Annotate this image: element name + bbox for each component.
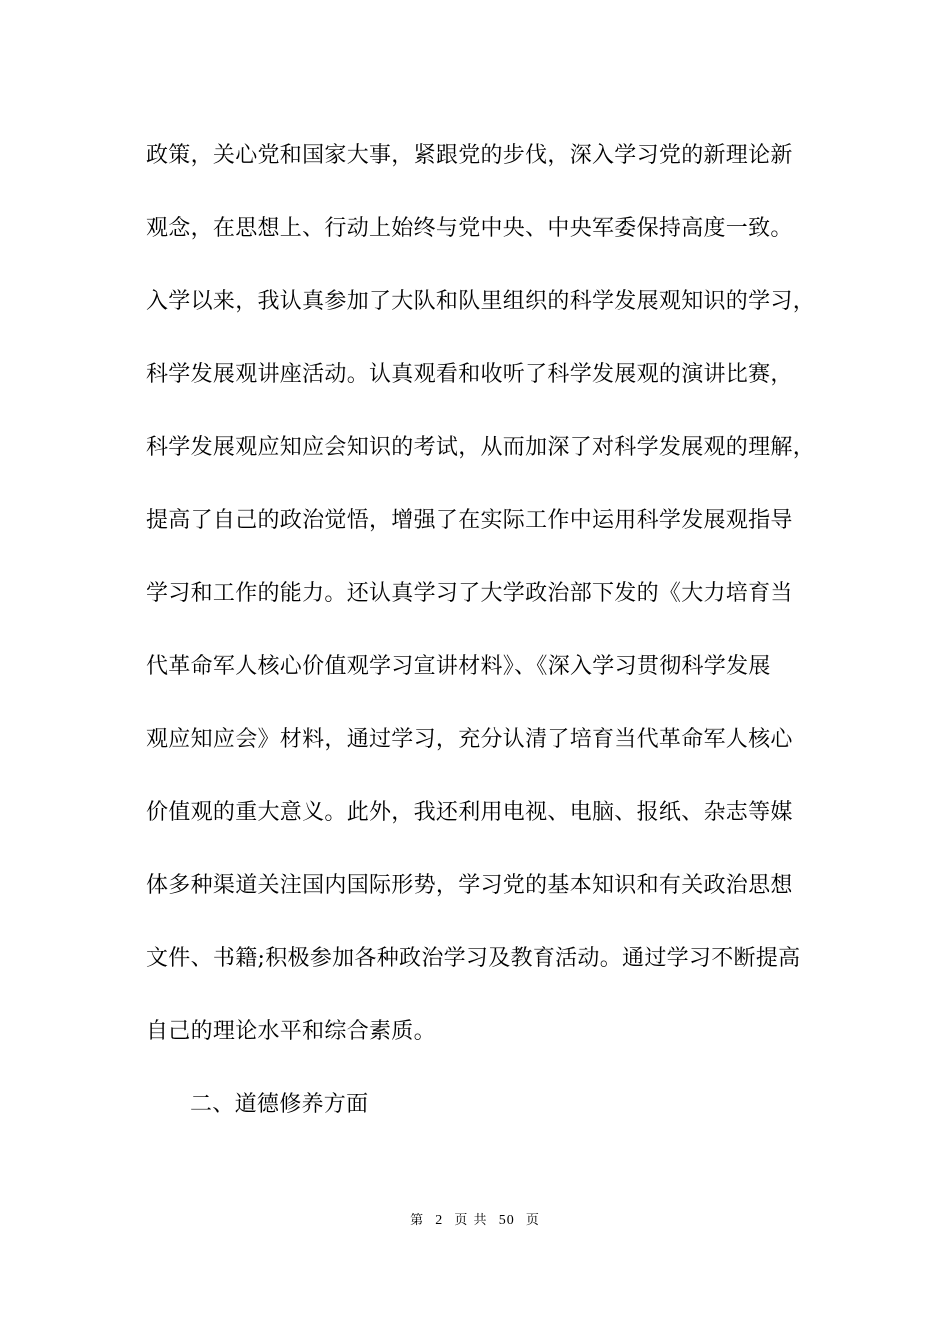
body-text: [146, 136, 836, 1158]
paragraph-line: 学习和工作的能力。还认真学习了大学政治部下发的《大力培育当: [146, 581, 793, 606]
footer-prefix: 第: [410, 1213, 425, 1228]
paragraph-line: 观应知应会》材料，通过学习，充分认清了培育当代革命军人核心: [146, 727, 793, 752]
footer-middle: 页 共: [454, 1213, 488, 1228]
section-heading: 二、道德修养方面: [190, 1092, 369, 1117]
paragraph-line: 观念，在思想上、行动上始终与党中央、中央军委保持高度一致。: [146, 216, 793, 241]
paragraph-line: 文件、书籍;积极参加各种政治学习及教育活动。通过学习不断提高: [146, 946, 801, 971]
paragraph-line: 自己的理论水平和综合素质。: [146, 1019, 436, 1044]
page-footer: [0, 1209, 950, 1229]
paragraph-line: 代革命军人核心价值观学习宣讲材料》、《深入学习贯彻科学发展: [146, 654, 771, 679]
paragraph-line: 入学以来，我认真参加了大队和队里组织的科学发展观知识的学习，: [146, 289, 816, 314]
paragraph-line: 体多种渠道关注国内国际形势，学习党的基本知识和有关政治思想: [146, 873, 793, 898]
paragraph-line: 科学发展观应知应会知识的考试，从而加深了对科学发展观的理解，: [146, 435, 816, 460]
paragraph-line: 科学发展观讲座活动。认真观看和收听了科学发展观的演讲比赛，: [146, 362, 793, 387]
paragraph-line: 提高了自己的政治觉悟，增强了在实际工作中运用科学发展观指导: [146, 508, 793, 533]
page-number: 2: [435, 1213, 444, 1228]
paragraph-line: 价值观的重大意义。此外，我还利用电视、电脑、报纸、杂志等媒: [146, 800, 793, 825]
paragraph-line: 政策，关心党和国家大事，紧跟党的步伐，深入学习党的新理论新: [146, 143, 793, 168]
total-pages: 50: [498, 1213, 515, 1228]
footer-suffix: 页: [525, 1213, 540, 1228]
